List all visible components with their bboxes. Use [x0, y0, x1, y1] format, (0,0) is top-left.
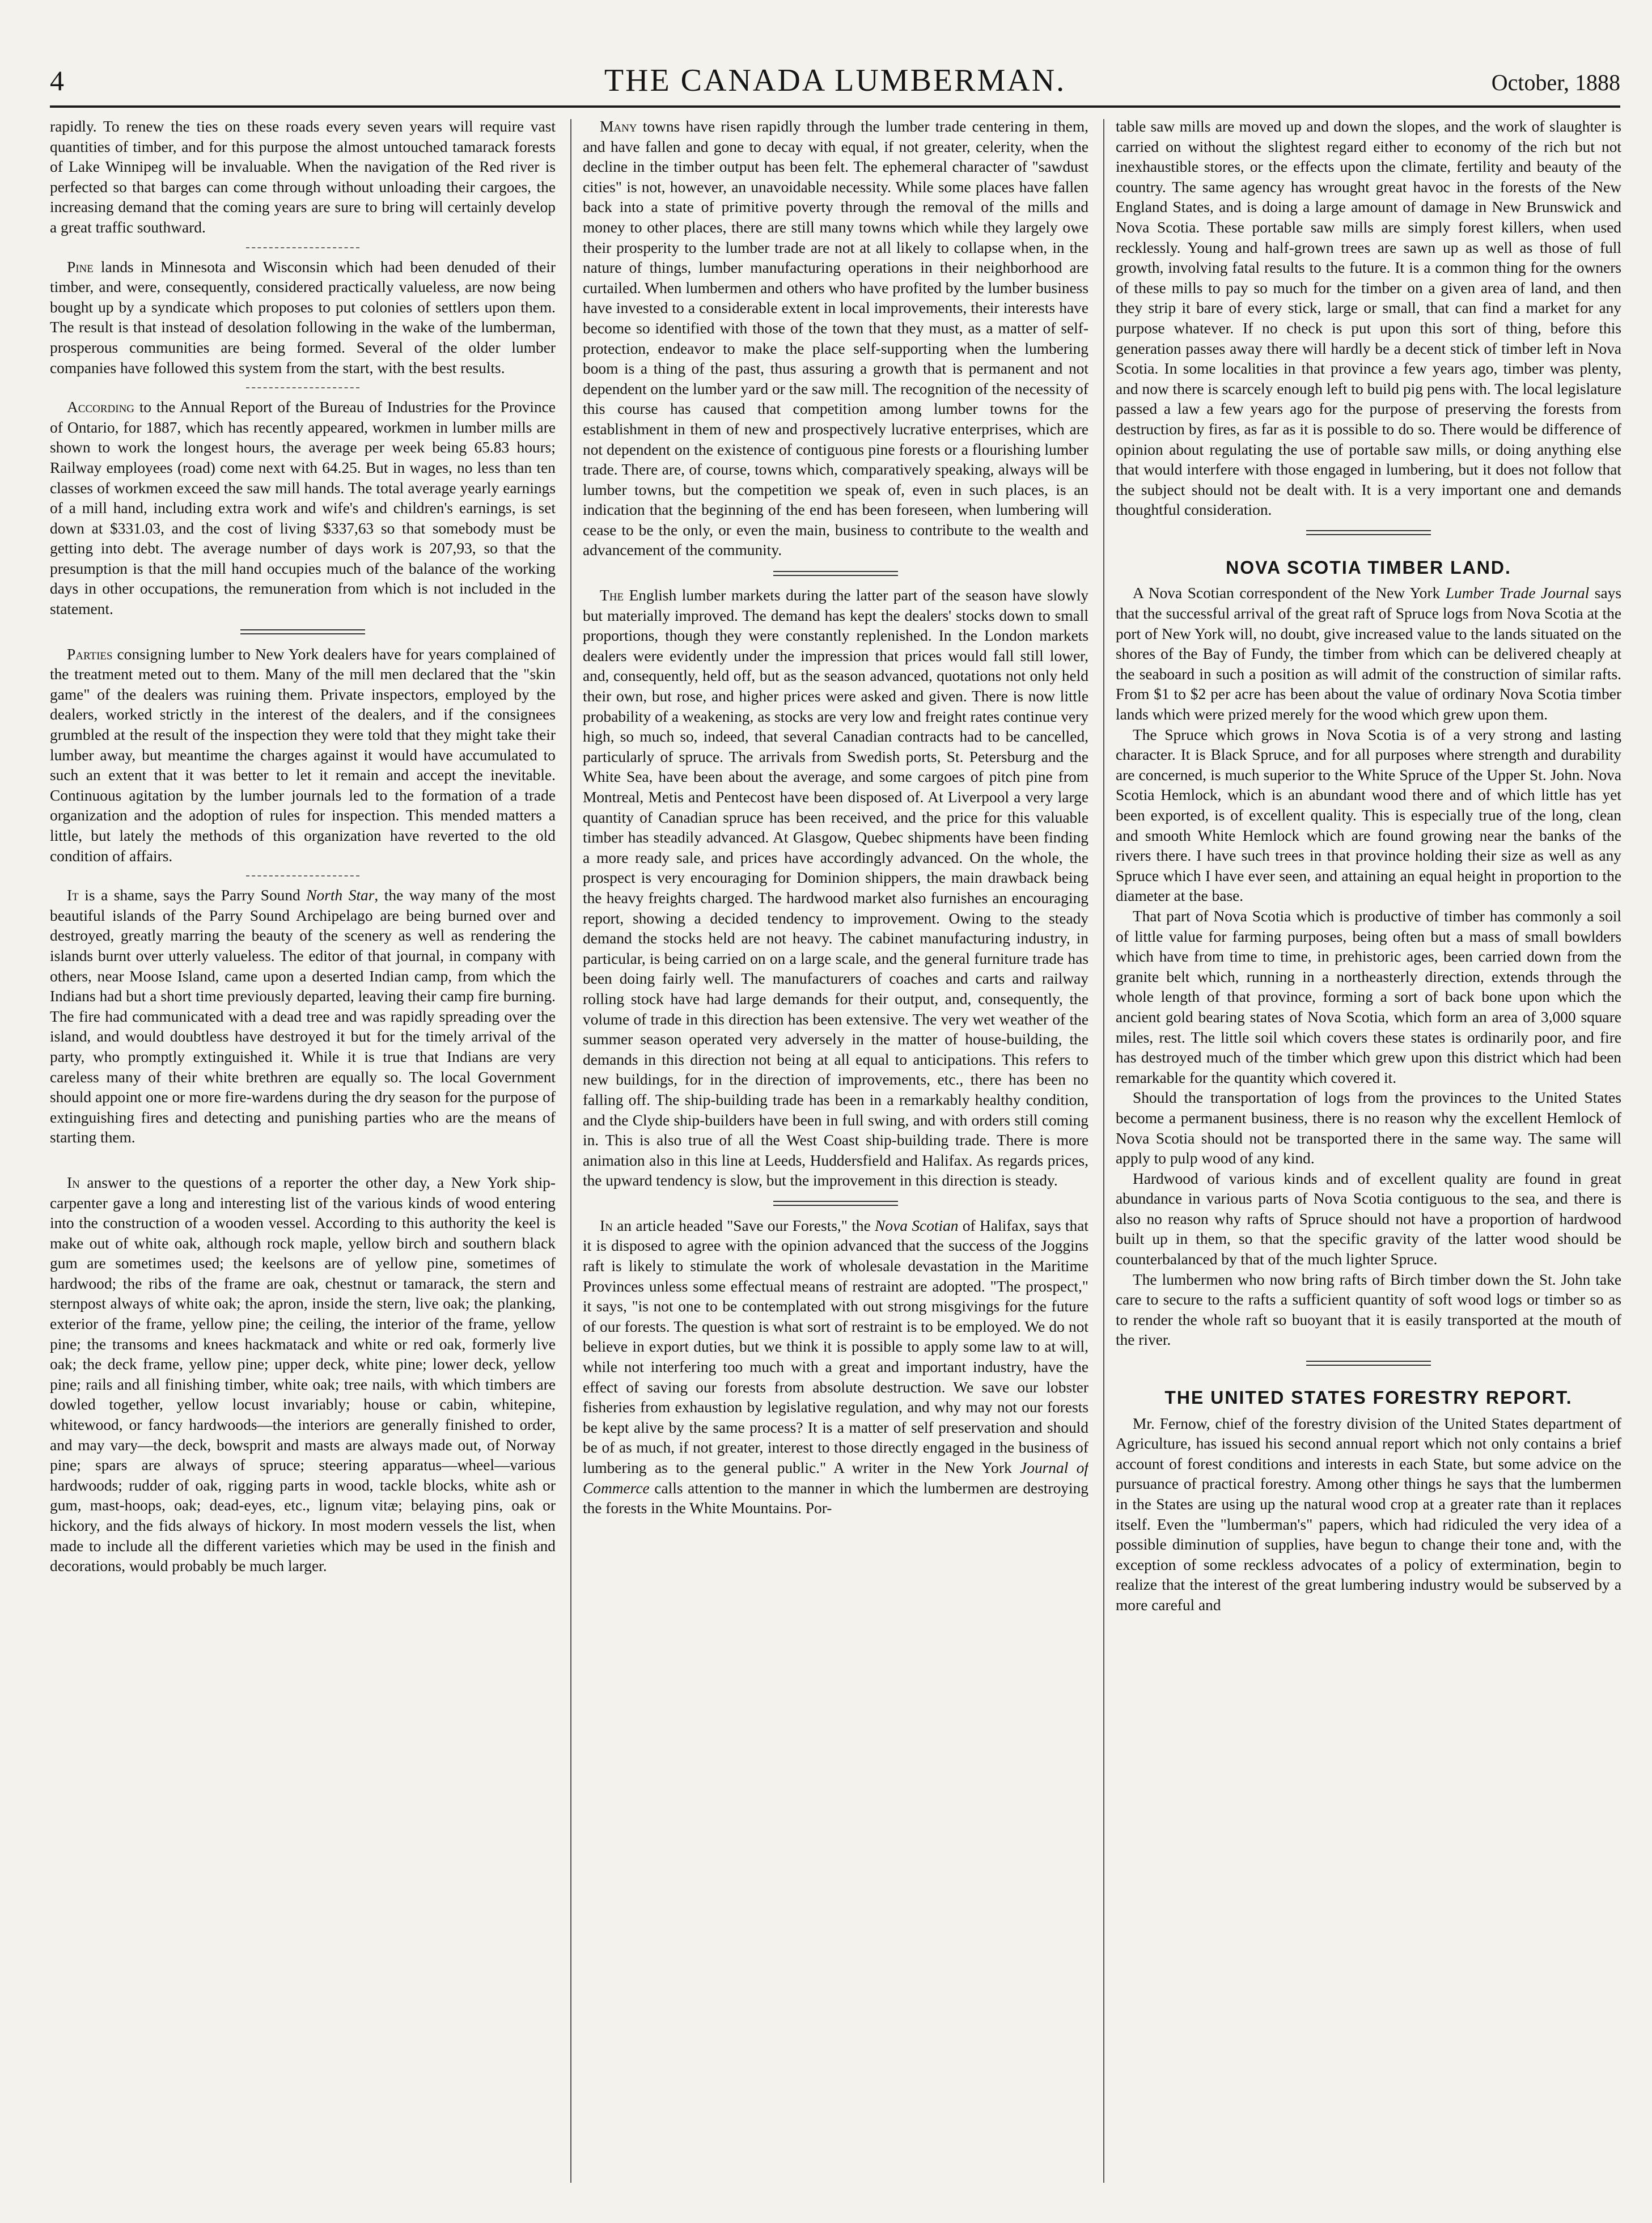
column-3	[1116, 117, 1621, 2192]
column-1	[50, 117, 556, 2192]
separator	[50, 238, 556, 257]
headline-nova-scotia-timber-land: NOVA SCOTIA TIMBER LAND.	[1226, 557, 1511, 578]
paragraph-portable-saw-mills: table saw mills are moved up and down the slopes, and the work of slaughter is carried on without the slightest regard either to economy of the rich but not inexhaustible stores, or the effects upon the climate, fertility and beauty of the country. The same agency has wrought great havoc in the forests of the New England States, and is doing a large amount of damage in New Brunswick and Nova Scotia. These portable saw mills are simply forest killers, when used recklessly. Young and half-grown trees are sawn up as well as those of full growth, involving fatal results to the future. It is a common thing for the owners of these mills to pay so much for the timber on a given area of land, and then they strip it bare of every stick, large or small, that can find a market for any purpose whatever. If no check is put upon this sort of thing, before this generation passes away there will hardly be a decent stick of timber left in Nova Scotia. In some localities in that province a few years ago, timber was plenty, and now there is scarcely enough left to build pig pens with. The local legislature passed a law a few years ago for the purpose of preserving the forests from destruction by fires, as far as it is possible to do so. There would be difference of opinion about regulating the use of portable saw mills, or doing anything else that would interfere with those engaged in lumbering, but it does not follow that the subject should not be dealt with. It is a very important one and demands thoughtful consideration.	[1116, 118, 1621, 519]
paragraph-birch-rafts: The lumbermen who now bring rafts of Birch timber down the St. John take care to secure to the rafts a sufficient quantity of soft wood logs or timber so as to render the whole raft so buoyant that it is easily transported at the mouth of the river.	[1116, 1271, 1621, 1349]
headline-forestry-report: THE UNITED STATES FORESTRY REPORT.	[1164, 1387, 1573, 1408]
double-rule-separator	[583, 561, 1088, 586]
masthead	[50, 63, 1620, 103]
separator	[50, 378, 556, 397]
separator	[50, 1148, 556, 1173]
paragraph-new-york-dealers: Parties consigning lumber to New York dealers have for years complained of the treatment meted out to them. Many of the mill men declared that the "skin game" of the dealers was ruining them. Private inspectors, employed by the dealers, worked strictly in the interest of the dealers, and if the consignees grumbled at the result of the inspection they were told that they might take their lumber away, but meantime the charges against it would have accumulated to such an extent that it was better to let it remain and accept the inevitable. Continuous agitation by the lumber journals led to the formation of a trade organization and the adoption of rules for inspection. This mended matters a little, but lately the methods of this organization have reverted to the old condition of affairs.	[50, 645, 556, 865]
paragraph-parry-sound: It is a shame, says the Parry Sound North Star, the way many of the most beautiful islands of the Parry Sound Archipelago are being burned over and destroyed, greatly marring the beauty of the scenery as well as rendering the islands burnt over utterly valueless. The editor of that journal, in company with others, near Moose Island, came upon a deserted Indian camp, from which the Indians had but a short time previously departed, leaving their camp fire burning. The fire had communicated with a dead tree and was rapidly spreading over the island, and would doubtless have destroyed it but for the timely arrival of the party, who promptly extinguished it. While it is true that Indians are very careless many of their white brethren are equally so. The local Government should appoint one or more fire-wardens during the dry season for the purpose of extinguishing fires and detecting and punishing parties who are the means of starting them.	[50, 887, 556, 1146]
column-divider	[570, 119, 571, 2183]
newspaper-page	[50, 0, 1620, 2223]
column-divider	[1103, 119, 1104, 2183]
column-2	[583, 117, 1088, 2192]
paragraph-bureau-report: According to the Annual Report of the Bureau of Industries for the Province of Ontario, for 1887, which has recently appeared, workmen in lumber mills are shown to work the longest hours, the average per week being 65.83 hours; Railway employees (road) come next with 64.25. But in wages, no less than ten classes of workmen exceed the saw mill hands. The total average yearly earnings of a mill hand, including extra work and wife's and children's earnings, is set down at $331.03, and the cost of living $337,63 so that somebody must be getting into debt. The average number of days work is 207,93, so that the presumption is that the mill hand occupies much of the balance of the working days in other occupations, the remuneration from which is not included in the statement.	[50, 399, 556, 618]
paragraph-soil: That part of Nova Scotia which is productive of timber has commonly a soil of little value for farming purposes, being often but a mass of small bowlders which have from time to time, in prehistoric ages, been carried down from the granite belt which, running in a northeasterly direction, extends through the whole length of that province, forming a sort of back bone upon which the ancient gold bearing states of Nova Scotia, which form an area of 3,000 square miles, rest. The little soil which covers these states is ordinarily poor, and fire has destroyed much of the timber which grew upon this district which had been remarkable for the quantity which covered it.	[1116, 907, 1621, 1086]
paragraph-hardwood: Hardwood of various kinds and of excellent quality are found in great abundance in various parts of Nova Scotia contiguous to the sea, and there is also no reason why rafts of Spruce should not have a proportion of hardwood built up in them, so that the specific gravity of the latter wood should be counterbalanced by that of the much lighter Spruce.	[1116, 1170, 1621, 1268]
paragraph-hemlock-transport: Should the transportation of logs from the provinces to the United States become a permanent business, there is no reason why the excellent Hemlock of Nova Scotia should not be transported there in the same way. The same will apply to pulp wood of any kind.	[1116, 1089, 1621, 1167]
double-rule-separator	[1116, 520, 1621, 545]
double-rule-separator	[50, 620, 556, 645]
paragraph-pine-lands: Pine lands in Minnesota and Wisconsin which had been denuded of their timber, and were, consequently, considered practically valueless, are now being bought up by a syndicate which proposes to put colonies of settlers upon them. The result is that instead of desolation following in the wake of the lumberman, prosperous communities are being formed. Several of the older lumber companies have followed this system from the start, with the best results.	[50, 258, 556, 376]
paragraph-railway-ties: rapidly. To renew the ties on these roads every seven years will require vast quantities of timber, and for this purpose the almost untouched tamarack forests of Lake Winnipeg will be invaluable. When the navigation of the Red river is perfected so that barges can come through without unloading their cargoes, the increasing demand that the coming years are sure to bring will certainly develop a great traffic southward.	[50, 118, 556, 236]
paragraph-english-markets: The English lumber markets during the latter part of the season have slowly but materially improved. The demand has kept the dealers' stocks down to small proportions, though they were constantly replenished. In the London markets dealers were evidently under the impression that prices would fall still lower, and, consequently, held off, but as the season advanced, quotations not only held their own, but rose, and higher prices were asked and given. There is now little probability of a weakening, as stocks are very low and freight rates continue very high, so much so, indeed, that several Canadian contracts had to be cancelled, particularly of spruce. The arrivals from Swedish ports, St. Petersburg and the White Sea, have been about the average, and some cargoes of pitch pine from Montreal, Metis and Pentecost have been disposed of. At Liverpool a very large quantity of Canadian spruce has been received, and the price for this valuable timber has steadily advanced. At Glasgow, Quebec shipments have been finding a more ready sale, and prices have accordingly advanced. On the whole, the prospect is very encouraging for Dominion shippers, the main drawback being the heavy freights charged. The hardwood market also furnishes an encouraging report, showing a decided tendency to improvement. Owing to the steady demand the stocks held are not heavy. The cabinet manufacturing industry, in particular, is being carried on on a large scale, and the general furniture trade has been doing fairly well. The manufacturers of coaches and carts and railway rolling stock have had large demands for their output, and, consequently, the volume of trade in this direction has been extensive. The very wet weather of the summer season operated very adversely in the matter of house-building, the demands in this direction not being at all equal to anticipations. This refers to new buildings, for in the direction of improvements, etc., there has been no falling off. The ship-building trade has been in a remarkably healthy condition, and the Clyde ship-builders have been in full swing, and with orders still coming in. This is also true of all the West Coast ship-building trade. There is more animation also in this line at Leeds, Huddersfield and Halifax. As regards prices, the upward tendency is slow, but the improvement in this direction is steady.	[583, 587, 1088, 1189]
page-number: 4	[50, 65, 64, 96]
paragraph-lumber-towns: Many towns have risen rapidly through the lumber trade centering in them, and have fallen and gone to decay with equal, if not greater, celerity, when the decline in the timber output has been felt. The ephemeral character of "sawdust cities" is not, however, an unavoidable necessity. While some places have fallen back into a state of primitive poverty through the removal of the mills and money to other places, there are still many towns which while they largely owe their prosperity to the lumber trade are not at all likely to collapse when, in the nature of things, lumber manufacturing operations in their neighborhood are curtailed. When lumbermen and others who have profited by the lumber business have invested to a considerable extent in local improvements, their interests have become so identified with those of the town that they must, as a matter of self-protection, endeavor to make the place self-supporting when the lumbering boom is a thing of the past, thus assuring a growth that is permanent and not dependent on the lumber yard or the saw mill. The recognition of the necessity of this course has caused that competition among lumber towns for the establishment in them of new and prospectively lucrative enterprises, which are not dependent on the existence of contiguous pine forests or a flourishing lumber trade. There are, of course, towns which, comparatively speaking, always will be lumber towns, but the competition we speak of, even in such places, is an indication that the beginning of the end has been foreseen, when lumbering will cease to be the only, or even the main, business to contribute to the wealth and advancement of the community.	[583, 118, 1088, 559]
newspaper-title: THE CANADA LUMBERMAN.	[604, 63, 1066, 98]
issue-date: October, 1888	[1491, 70, 1620, 95]
paragraph-save-our-forests: In an article headed "Save our Forests," the Nova Scotian of Halifax, says that it is disposed to agree with the opinion advanced that the success of the Joggins raft is likely to stimulate the work of wholesale devastation in the Maritime Provinces unless some effectual means of restraint are adopted. "The prospect," it says, "is not one to be contemplated with out strong misgivings for the future of our forests. The question is what sort of restraint is to be employed. We do not believe in export duties, but we think it is possible to apply some law to at will, while not interfering too much with a great and important industry, have the effect of saving our forests from absolute destruction. We save our lobster fisheries from exhaustion by legislative regulation, and why may not our forests be kept alive by the same process? It is a matter of self preservation and should be of as much, if not greater, interest to those directly engaged in the business of lumbering as to the general public." A writer in the New York Journal of Commerce calls attention to the manner in which the lumbermen are destroying the forests in the White Mountains. Por-	[583, 1217, 1088, 1517]
paragraph-spruce: The Spruce which grows in Nova Scotia is of a very strong and lasting character. It is Black Spruce, and for all purposes where strength and durability are concerned, is much superior to the White Spruce of the Upper St. John. Nova Scotia Hemlock, which is an abundant wood there and of which little has yet been exported, is of excellent quality. This is especially true of the long, clean and smooth White Hemlock which are found growing near the banks of the rivers there. I have such trees in that province holding their size as well as any Spruce which I have ever seen, and attaining an equal height in proportion to the diameter at the base.	[1116, 726, 1621, 905]
double-rule-separator	[583, 1191, 1088, 1216]
paragraph-nova-scotia-raft: A Nova Scotian correspondent of the New York Lumber Trade Journal says that the successful arrival of the great raft of Spruce logs from Nova Scotia at the port of New York will, no doubt, give increased value to the lands situated on the shores of the Bay of Fundy, the timber from which can be delivered cheaply at the seaboard in such a position as will admit of the construction of similar rafts. From $1 to $2 per acre has been about the value of ordinary Nova Scotia timber lands which were prized merely for the wood which grew upon them.	[1116, 585, 1621, 723]
paragraph-fernow-report: Mr. Fernow, chief of the forestry division of the United States department of Agriculture, has issued his second annual report which not only contains a brief account of forest conditions and interests in each State, but some advice on the pursuance of practical forestry. Among other things he says that the lumbermen in the States are using up the natural wood crop at a greater rate than it replaces itself. Even the "lumberman's" papers, which had ridiculed the very idea of a possible diminution of supplies, have begun to change their tone and, with the exception of some reckless advocates of a policy of extermination, begin to realize that the interest of the great lumbering industry would be subserved by a more careful and	[1116, 1415, 1621, 1614]
double-rule-separator	[1116, 1350, 1621, 1375]
paragraph-ship-carpenter: In answer to the questions of a reporter the other day, a New York ship-carpenter gave a long and interesting list of the various kinds of wood entering into the construction of a wooden vessel. According to this authority the keel is make out of white oak, although rock maple, yellow birch and southern black gum are sometimes used; the keelsons are of yellow pine, sometimes of hardwood; the ribs of the frame are oak, chestnut or tamarack, the stern and sternpost always of white oak; the apron, inside the stern, live oak; the planking, exterior of the frame, yellow pine; the ceiling, the interior of the frame, yellow pine; the transoms and knees hackmatack and white or red oak, formerly live oak; the deck frame, yellow pine; upper deck, white pine; lower deck, yellow pine; rails and all finishing timber, white oak; tree nails, with which timbers are dowled together, yellow locust invariably; house or cabin, whitepine, whitewood, or fancy hardwoods—the interiors are generally finished to order, and may vary—the deck, bowsprit and masts are always made out, of Norway pine; spars are always of spruce; steering apparatus—wheel—various hardwoods; rudder of oak, rigging parts in wood, tackle blocks, white ash or gum, mast-hoops, oak; dead-eyes, etc., lignum vitæ; belaying pins, oak or hickory, and the fids always of hickory. In most modern vessels the list, when made to include all the different varieties which may be used in the finish and decorations, would probably be much larger.	[50, 1174, 556, 1575]
masthead-rule	[50, 105, 1620, 108]
separator	[50, 866, 556, 886]
